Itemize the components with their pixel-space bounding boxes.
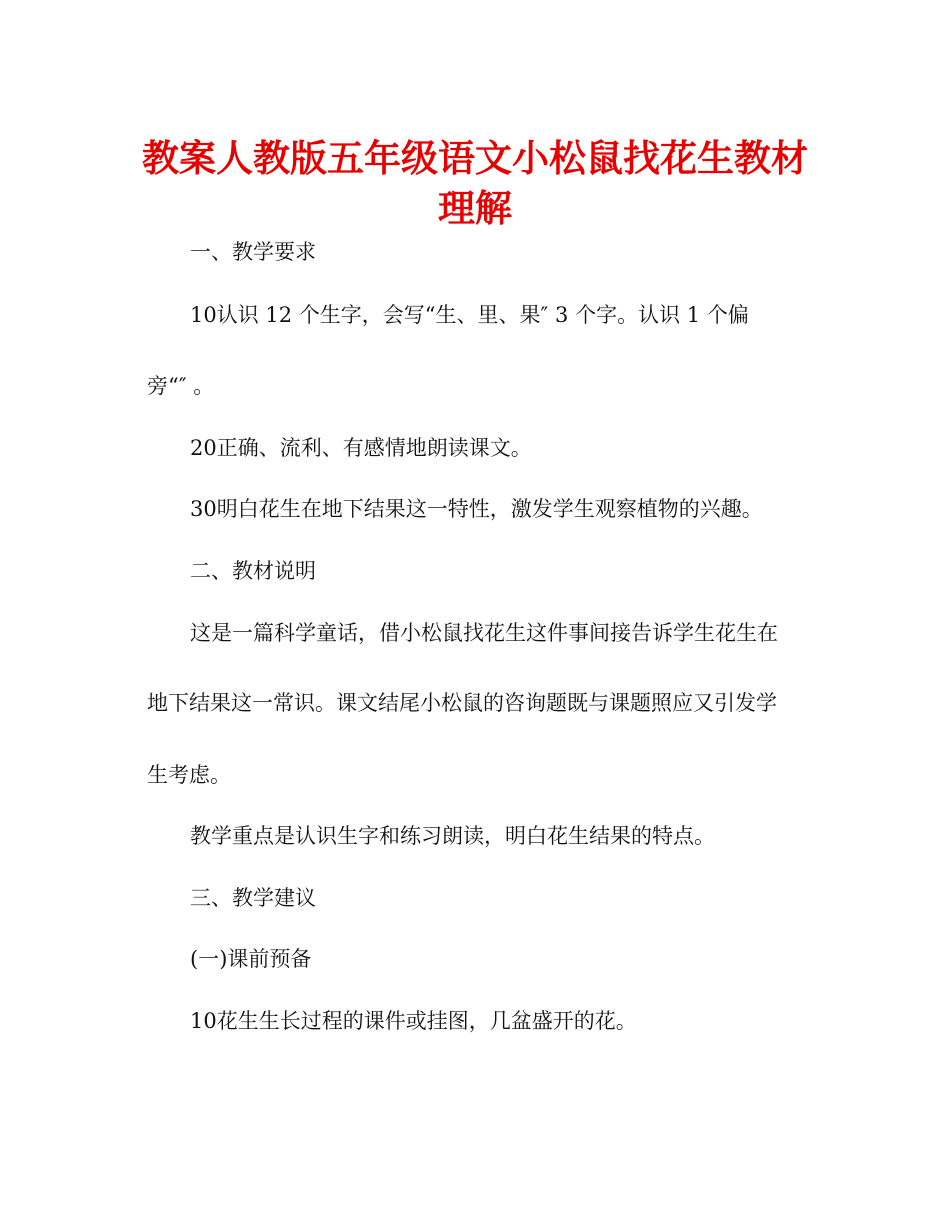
paragraph-line: 这是一篇科学童话，借小松鼠找花生这件事间接告诉学生花生在 xyxy=(190,621,778,645)
section-heading-suggestions: 三、教学建议 xyxy=(190,886,316,910)
paragraph-line: 10认识 12 个生字，会写“生、里、果″ 3 个字。认识 1 个偏 xyxy=(190,303,749,327)
section-heading-material: 二、教材说明 xyxy=(190,559,316,583)
paragraph-line: 旁“″ 。 xyxy=(147,374,215,398)
paragraph-line: 20正确、流利、有感情地朗读课文。 xyxy=(190,436,532,460)
paragraph-line: 教学重点是认识生字和练习朗读，明白花生结果的特点。 xyxy=(190,824,715,848)
paragraph-line: 生考虑。 xyxy=(147,763,231,787)
subsection-heading-preparation: (一)课前预备 xyxy=(190,947,312,971)
document-title-line-2: 理解 xyxy=(438,187,512,230)
section-heading-requirements: 一、教学要求 xyxy=(190,240,316,264)
document-title-line-1: 教案人教版五年级语文小松鼠找花生教材 xyxy=(142,137,808,180)
paragraph-line: 10花生生长过程的课件或挂图，几盆盛开的花。 xyxy=(190,1009,637,1033)
paragraph-line: 30明白花生在地下结果这一特性，激发学生观察植物的兴趣。 xyxy=(190,497,763,521)
paragraph-line: 地下结果这一常识。课文结尾小松鼠的咨询题既与课题照应又引发学 xyxy=(147,691,777,715)
